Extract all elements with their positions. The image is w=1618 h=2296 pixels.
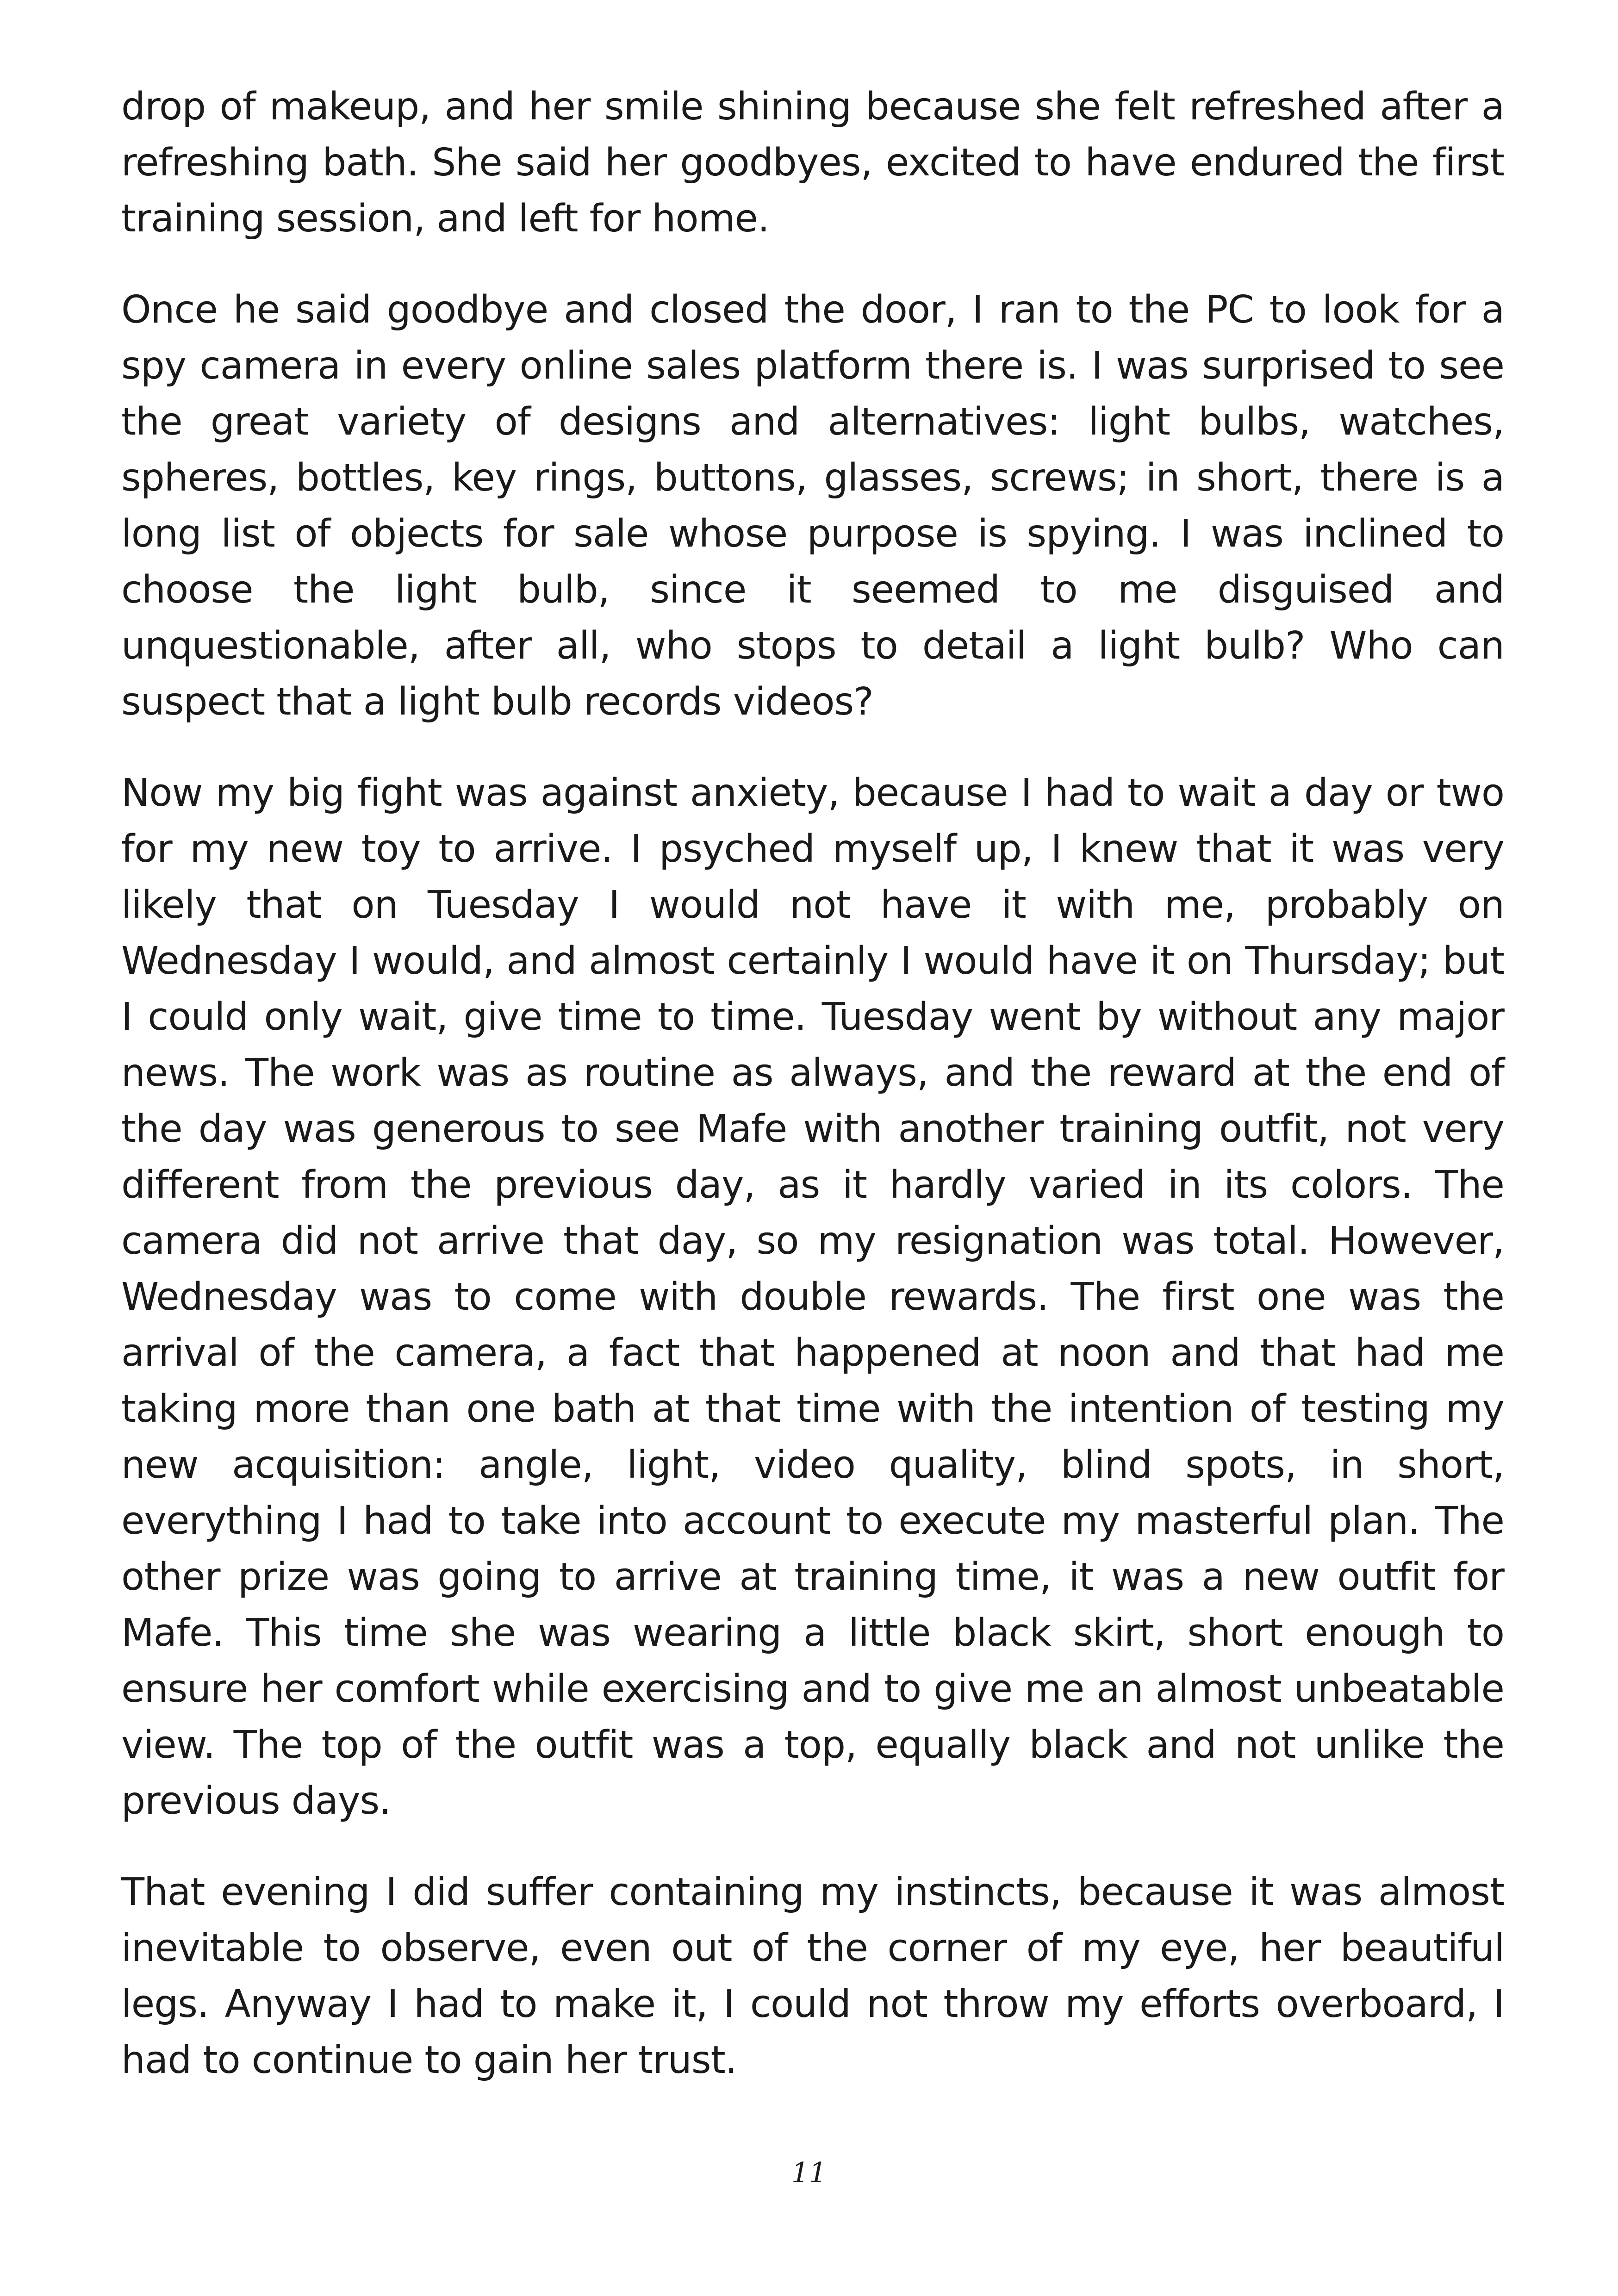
page-number: 11 [791,2157,827,2189]
paragraph-4: That evening I did suffer containing my instincts, because it was almost inevitable to observe, even out of the corner of my eye, her beautiful legs. Anyway I had to make it, I could not throw my efforts overboard, I had to continue to gain her trust. [121,1870,1504,2082]
paragraph-2: Once he said goodbye and closed the door, I ran to the PC to look for a spy camera in every online sales platform there is. I was surprised to see the great variety of designs and alternatives: light bulbs, watches, spheres, bottles, key rings, buttons, glasses, screws; in short, there is a long list of objects for sale whose purpose is spying. I was inclined to choose the light bulb, since it seemed to me disguised and unquestionable, after all, who stops to detail a light bulb? Who can suspect that a light bulb records videos? [121,288,1504,724]
paragraph-3: Now my big fight was against anxiety, because I had to wait a day or two for my new toy to arrive. I psyched myself up, I knew that it was very likely that on Tuesday I would not have it with me, probably on Wednesday I would, and almost certainly I would have it on Thursday; but I could only wait, give time to time. Tuesday went by without any major news. The work was as routine as always, and the reward at the end of the day was generous to see Mafe with another training outfit, not very different from the previous day, as it hardly varied in its colors. The camera did not arrive that day, so my resignation was total. However, Wednesday was to come with double rewards. The first one was the arrival of the camera, a fact that happened at noon and that had me taking more than one bath at that time with the intention of testing my new acquisition: angle, light, video quality, blind spots, in short, everything I had to take into account to execute my masterful plan. The other prize was going to arrive at training time, it was a new outfit for Mafe. This time she was wearing a little black skirt, short enough to ensure her comfort while exercising and to give me an almost unbeatable view. The top of the outfit was a top, equally black and not unlike the previous days. [121,771,1504,1823]
body-text [121,79,1504,2123]
paragraph-1: drop of makeup, and her smile shining because she felt refreshed after a refreshing bath. She said her goodbyes, excited to have endured the first training session, and left for home. [121,85,1504,241]
